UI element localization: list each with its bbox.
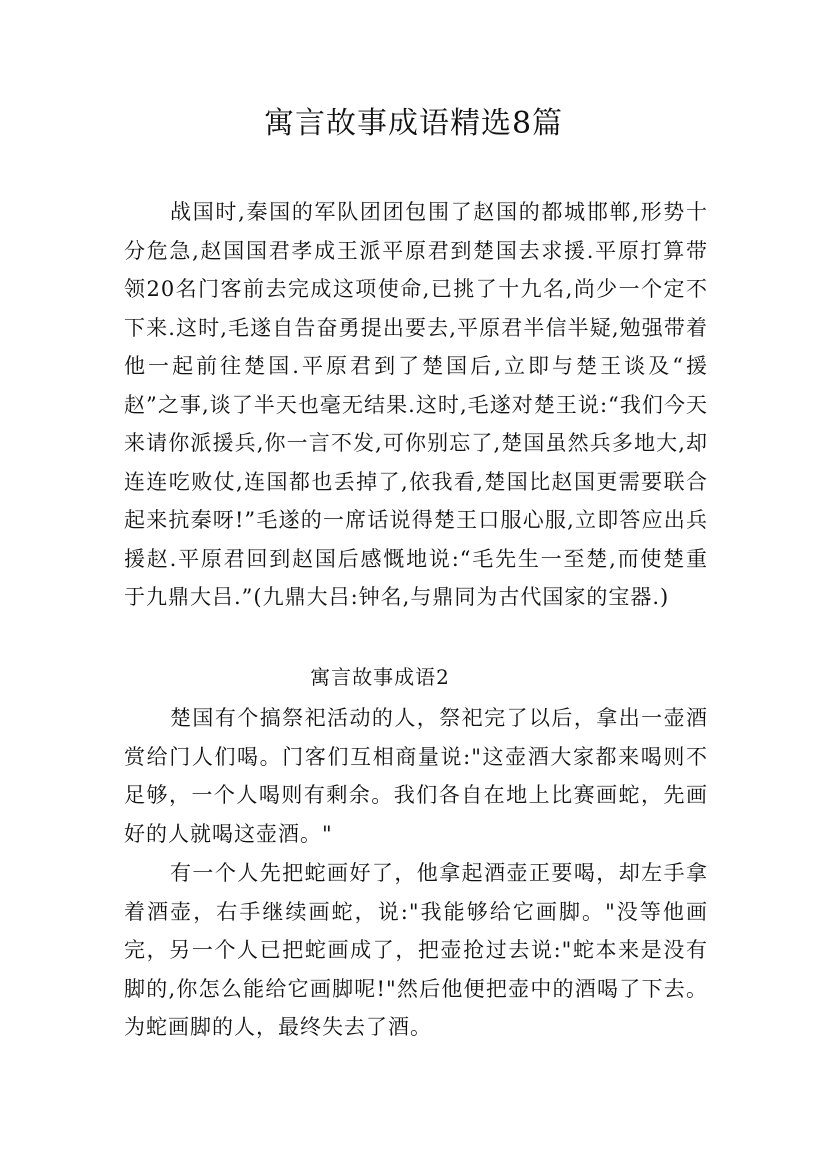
paragraph-mao-sui: 战国时,秦国的军队团团包围了赵国的都城邯郸,形势十分危急,赵国国君孝成王派平原君到楚国去求援.平原打算带领20名门客前去完成这项使命,已挑了十九名,尚少一个定不下来.这时,毛遂自告奋勇提出要去,平原君半信半疑,勉强带着他一起前往楚国.平原君到了楚国后,立即与楚王谈及“援赵”之事,谈了半天也毫无结果.这时,毛遂对楚王说:“我们今天来请你派援兵,你一言不发,可你别忘了,楚国虽然兵多地大,却连连吃败仗,连国都也丢掉了,依我看,楚国比赵国更需要联合起来抗秦呀!”毛遂的一席话说得楚王口服心服,立即答应出兵援赵.平原君回到赵国后感慨地说:“毛先生一至楚,而使楚重于九鼎大吕.”(九鼎大吕:钟名,与鼎同为古代国家的宝器.) [124, 200, 708, 609]
document-title: 寓言故事成语精选8篇 [263, 106, 564, 141]
section-heading-2: 寓言故事成语2 [310, 665, 450, 689]
paragraph-snake-drawing-1: 楚国有个搞祭祀活动的人，祭祀完了以后，拿出一壶酒赏给门人们喝。门客们互相商量说:"这壶酒大家都来喝则不足够，一个人喝则有剩余。我们各自在地上比赛画蛇，先画好的人就喝这壶酒。" [124, 706, 708, 846]
paragraph-snake-drawing-2: 有一个人先把蛇画好了，他拿起酒壶正要喝，却左手拿着酒壶，右手继续画蛇，说:"我能够给它画脚。"没等他画完，另一个人已把蛇画成了，把壶抢过去说:"蛇本来是没有脚的,你怎么能给它画脚呢!"然后他便把壶中的酒喝了下去。为蛇画脚的人，最终失去了酒。 [124, 861, 708, 1039]
